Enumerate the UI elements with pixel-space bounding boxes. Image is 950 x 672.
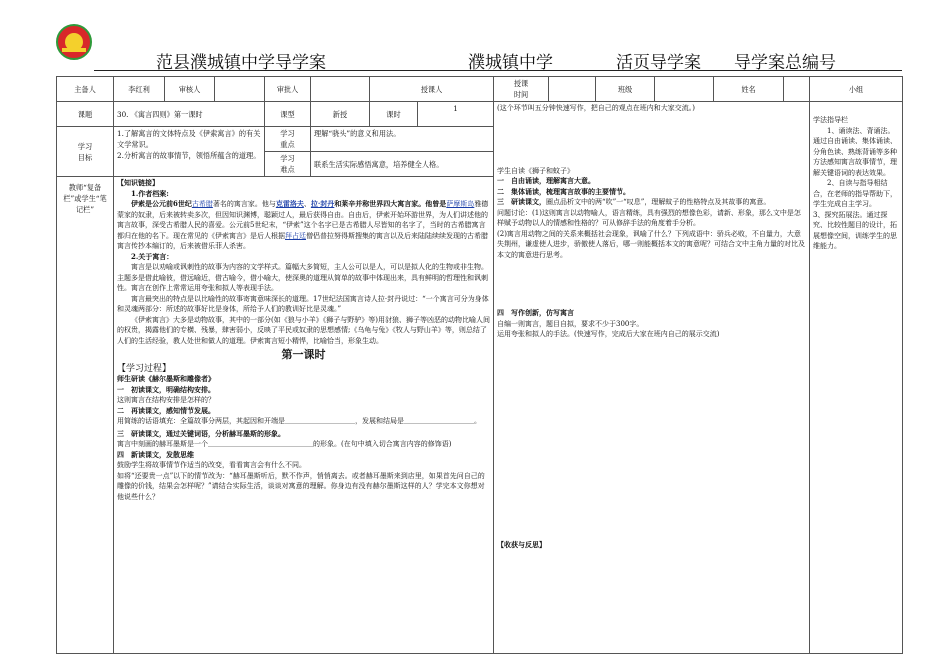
link-la-fontaine[interactable]: 拉·封丹 — [310, 199, 335, 208]
guide-point-2: 2、自读与指导相结合，在老师的指导帮助下，学生完成自主学习。 — [813, 179, 898, 208]
guide-point-1: 1、诵读法、背诵法。通过自由诵读、集体诵读、分角色读、熟练背诵等多种方法感知寓言故事情节，理解关键语词的表达效果。 — [813, 126, 898, 177]
type-value: 新授 — [311, 102, 370, 127]
lesson-story: 师生研读《赫尔墨斯和雕像者》 — [117, 374, 215, 383]
notes-column — [57, 177, 114, 654]
middle-column — [494, 102, 810, 654]
goals-label: 学习 目标 — [57, 127, 114, 177]
preparer-label: 主备人 — [57, 77, 114, 102]
author-text-part: 、 — [303, 200, 311, 208]
approver-label: 审批人 — [265, 77, 311, 102]
key-point-value: 理解“骁头”的意义和用法。 — [311, 127, 494, 152]
about-heading: 2.关于寓言： — [131, 251, 174, 261]
period-value: 1 — [418, 102, 494, 127]
lesson-step-2-q: 用简练的话语填充：全篇故事分两层，其起因和开端是＿＿＿＿＿＿＿＿＿＿，发展和结局是＿＿＿＿＿＿＿＿＿＿。 — [117, 417, 481, 425]
middle-step-2: 二 集体诵读，梳理寓言故事的主要情节。 — [497, 186, 631, 196]
guide-point-3: 3、探究拓展法。通过探究、比较性题目的设计，拓展想像空间，训练学生的思维能力。 — [813, 210, 898, 250]
middle-step-3-text: 圈点品析文中的两“吹”一“叹息”，理解蚊子的性格特点及其故事的寓意。 — [546, 198, 771, 206]
middle-step-4-q1: 自编一则寓言，题目自拟，要求不少于300字。 — [497, 319, 644, 328]
goals-list — [114, 127, 265, 177]
group-label: 小组 — [810, 77, 903, 102]
type-label: 课型 — [265, 102, 311, 127]
lesson-step-1: 一 初读课文，明确结构安排。 — [117, 384, 215, 394]
lesson-step-4: 四 新读课文，发散思维 — [117, 449, 194, 459]
difficulty-label: 学习 难点 — [265, 152, 311, 177]
harvest-heading: 【收获与反思】 — [497, 539, 547, 549]
topic-label: 课题 — [57, 102, 114, 127]
date-label: 授课 时间 — [494, 77, 549, 102]
process-heading: 【学习过程】 — [117, 363, 172, 374]
period-label: 课时 — [370, 102, 418, 127]
lesson-step-3-q: 寓言中刻画的赫耳墨斯是一个＿＿＿＿＿＿＿＿＿＿＿＿＿＿＿的形象。(在句中填入切合寓言内容的修饰语) — [117, 440, 452, 448]
author-text-part: 僧侣普拉努得斯搜集的寓言以及后来陆陆续续发现的古希腊寓言传抄本编订的，后来被借乐菲人杀害。 — [117, 231, 488, 250]
school-name: 濮城镇中学 — [468, 53, 553, 73]
middle-story-title: 学生自读《狮子和蚊子》 — [497, 166, 575, 175]
topic-value: 30. 《寓言四则》第一课时 — [114, 102, 265, 127]
middle-step-3 — [497, 197, 806, 208]
name-label: 姓名 — [714, 77, 784, 102]
reviewer-value[interactable] — [215, 77, 265, 102]
middle-step-3-q1: 问题讨论：(1)这则寓言以动物喻人，语言精练，具有强烈的想像色彩，请新、形象，那么文中是怎样赋予动物以人的情感和性格的？可从修辞手法的角度着手分析。 — [497, 208, 801, 227]
lesson-step-4-q1: 鼓励学生将故事情节作适当的改变，看看寓言会有什么不同。 — [117, 461, 306, 469]
reviewer-label: 审核人 — [165, 77, 215, 102]
guide-column — [810, 102, 903, 654]
goal-item: 2.分析寓言的故事情节，领悟所蕴含的道理。 — [117, 151, 261, 160]
difficulty-value: 联系生活实际感悟寓意，培养健全人格。 — [311, 152, 494, 177]
total-number-label: 导学案总编号 — [734, 53, 836, 73]
link-byzantine[interactable]: 拜占廷 — [285, 231, 306, 240]
guide-title: 学法指导栏 — [813, 116, 849, 124]
header-underline — [94, 70, 902, 71]
link-greece[interactable]: 古希腊 — [191, 200, 213, 208]
author-text-part: 雅德蒙家的奴隶，后来被转卖多次，但因知识渊博，聪颖过人，最后获得自由。自由后，伊索开始环游世界，为人们讲述他的寓言故事，深受古希腊人民的喜爱。公元前5世纪末，“伊索”这个名字已是古希腊人尽皆知的名字了，当时的古希腊寓言都归在他的名下。现在常见的《伊索寓言》是后人根据 — [117, 200, 489, 240]
lesson-title: 第一课时 — [281, 348, 326, 361]
teacher-label: 授课人 — [370, 77, 494, 102]
about-para-2: 寓言最突出的特点是以比喻性的故事寄寓意味深长的道理。17世纪法国寓言诗人拉·封丹说过：“一个寓言可分为身体和灵魂两部分：所述的故事好比是身体，所给予人们的教训好比是灵魂。” — [117, 294, 489, 313]
lesson-step-3: 三 研读课文，通过关键词语，分析赫耳墨斯的形象。 — [117, 428, 285, 438]
author-heading: 1.作者档案: — [131, 188, 169, 198]
lesson-step-2: 二 再读课文，感知情节发展。 — [117, 405, 215, 415]
middle-step-4-q2: 运用夸张和拟人的手法。(快速写作，完成后大家在班内自己的展示交流) — [497, 330, 720, 338]
middle-step-3-heading: 三 研读课文， — [497, 197, 547, 206]
doc-type: 活页导学案 — [616, 53, 701, 73]
name-value[interactable] — [784, 77, 810, 102]
school-logo — [56, 24, 92, 60]
knowledge-title: 【知识链接】 — [117, 178, 159, 187]
lesson-step-4-q2: 如将“还要贵一点”以下的情节改为：“赫耳墨斯听后，默不作声，悄悄离去。或者赫耳墨斯来到店里，如果首先问自己的雕像的价钱，结果会怎样呢？”请结合实际生活，谈谈对寓意的理解。你身边有没有赫尔墨斯这样的人？学完本文你想对他说些什么？ — [117, 471, 485, 501]
notes-label: 教师“复备栏”或学生“笔记栏” — [63, 183, 107, 214]
author-text-part: 伊索是公元前6世纪 — [131, 199, 192, 208]
approver-value[interactable] — [311, 77, 370, 102]
lesson-step-1-q: 这则寓言在结构安排是怎样的？ — [117, 396, 215, 404]
middle-step-4: 四 写作创新，仿写寓言 — [497, 308, 575, 317]
link-samos[interactable]: 萨摩斯岛 — [446, 200, 475, 208]
goal-item: 1.了解寓言的文体特点及《伊索寓言》的有关文学常识。 — [117, 129, 261, 149]
author-text-part: 和莱辛并称世界四大寓言家。他曾是 — [334, 199, 447, 208]
middle-intro: (这个环节叫五分钟快速写作，把自己的观点在班内和大家交流。) — [497, 104, 695, 112]
middle-step-1: 一 自由诵读，理解寓言大意。 — [497, 176, 596, 185]
about-para-3: 《伊索寓言》大多是动物故事，其中的一部分(如《狼与小羊》《狮子与野驴》等)用豺狼、狮子等凶恶的动物比喻人间的权贵，揭露他们的专横、残暴，肆害弱小，反映了平民或奴隶的思想感情;《乌龟与兔》《牧人与野山羊》等，则总结了人们的生活经验，教人处世和做人的道理。伊索寓言短小精悍，比喻恰当，形象生动。 — [117, 315, 490, 345]
link-krylov[interactable]: 克雷洛夫 — [275, 199, 304, 208]
page-title: 范县濮城镇中学导学案 — [156, 53, 326, 73]
class-value[interactable] — [655, 77, 714, 102]
key-point-label: 学习 重点 — [265, 127, 311, 152]
middle-step-3-q2: (2)寓言用动物之间的关系来概括社会现象，讽喻了什么？下列成语中：骄兵必败，不自量力，大意失荆州，谦虚使人进步，骄傲使人落后，哪一则能概括本文的寓意呢？可结合文中主角力量的对比及本文的寓意进行思考。 — [497, 229, 806, 259]
about-para-1: 寓言是以劝喻或讽刺性的故事为内容的文学样式。篇幅大多简短，主人公可以是人，可以是拟人化的生物或非生物。主题多是借此喻彼，借远喻近，借古喻今，借小喻大，使深奥的道理从简单的故事中体现出来，具有鲜明的哲理性和讽刺性。寓言在创作上常常运用夸张和拟人等表现手法。 — [117, 263, 488, 292]
knowledge-column — [114, 177, 494, 654]
author-text-part: 著名的寓言家。他与 — [212, 200, 276, 208]
author-text — [117, 199, 490, 252]
date-value[interactable] — [549, 77, 596, 102]
preparer-value: 李红利 — [114, 77, 165, 102]
lesson-table — [56, 76, 903, 654]
class-label: 班级 — [596, 77, 655, 102]
